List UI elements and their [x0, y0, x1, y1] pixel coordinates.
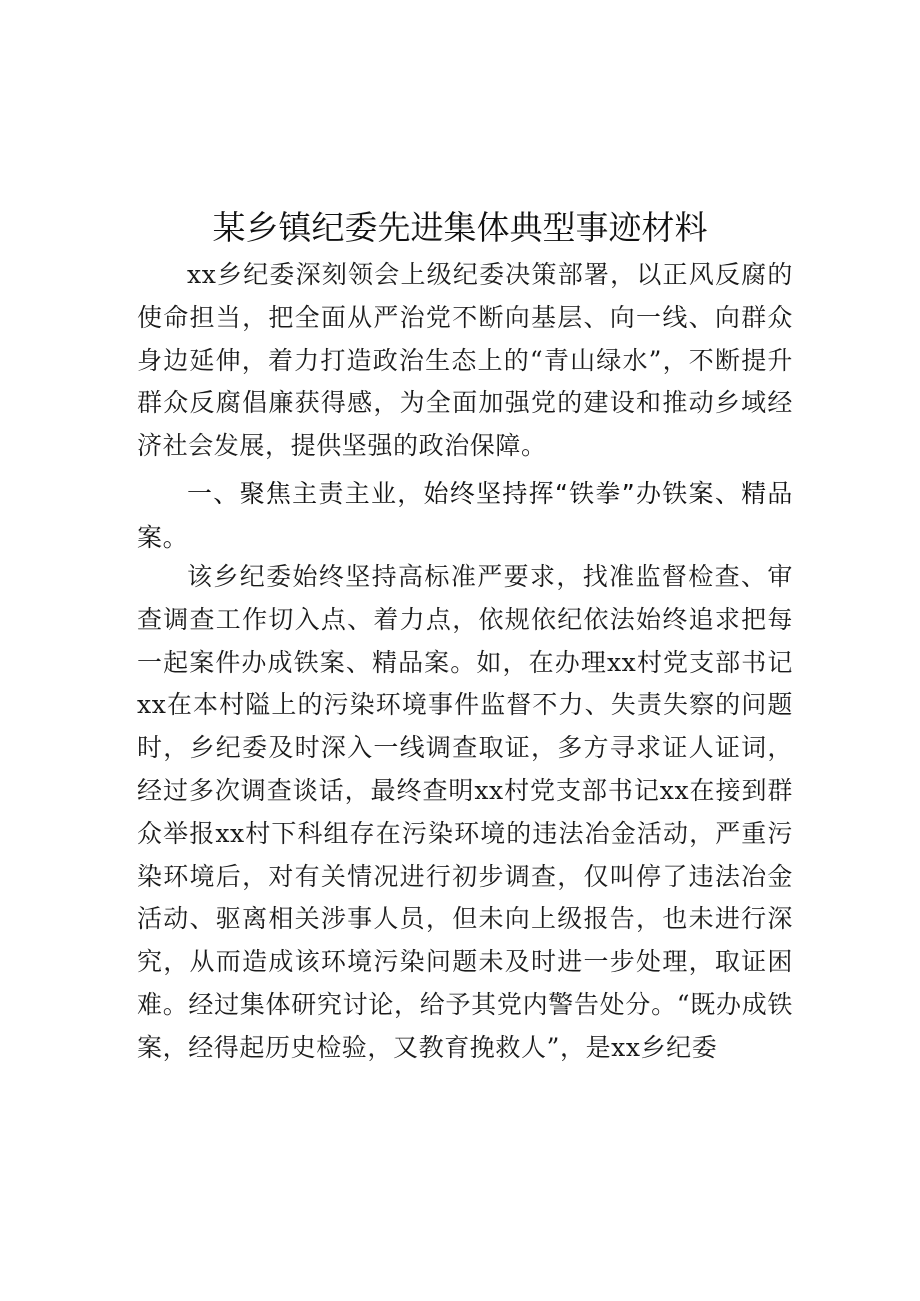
intro-paragraph: xx乡纪委深刻领会上级纪委决策部署，以正风反腐的使命担当，把全面从严治党不断向基层、向一线、向群众身边延伸，着力打造政治生态上的“青山绿水”，不断提升群众反腐倡廉获得感，为全面加强党的建设和推动乡域经济社会发展，提供坚强的政治保障。	[137, 260, 793, 461]
section-body-1: 该乡纪委始终坚持高标准严要求，找准监督检查、审查调查工作切入点、着力点，依规依纪依法始终追求把每一起案件办成铁案、精品案。如，在办理xx村党支部书记xx在本村隘上的污染环境事件监督不力、失责失察的问题时，乡纪委及时深入一线调查取证，多方寻求证人证词，经过多次调查谈话，最终查明xx村党支部书记xx在接到群众举报xx村下科组存在污染环境的违法冶金活动，严重污染环境后，对有关情况进行初步调查，仅叫停了违法冶金活动、驱离相关涉事人员，但未向上级报告，也未进行深究，从而造成该环境污染问题未及时进一步处理，取证困难。经过集体研究讨论，给予其党内警告处分。“既办成铁案，经得起历史检验，又教育挽救人”，是xx乡纪委	[137, 562, 793, 1062]
section-heading-1: 一、聚焦主责主业，始终坚持挥“铁拳”办铁案、精品案。	[137, 479, 793, 552]
document-title: 某乡镇纪委先进集体典型事迹材料	[212, 208, 708, 247]
